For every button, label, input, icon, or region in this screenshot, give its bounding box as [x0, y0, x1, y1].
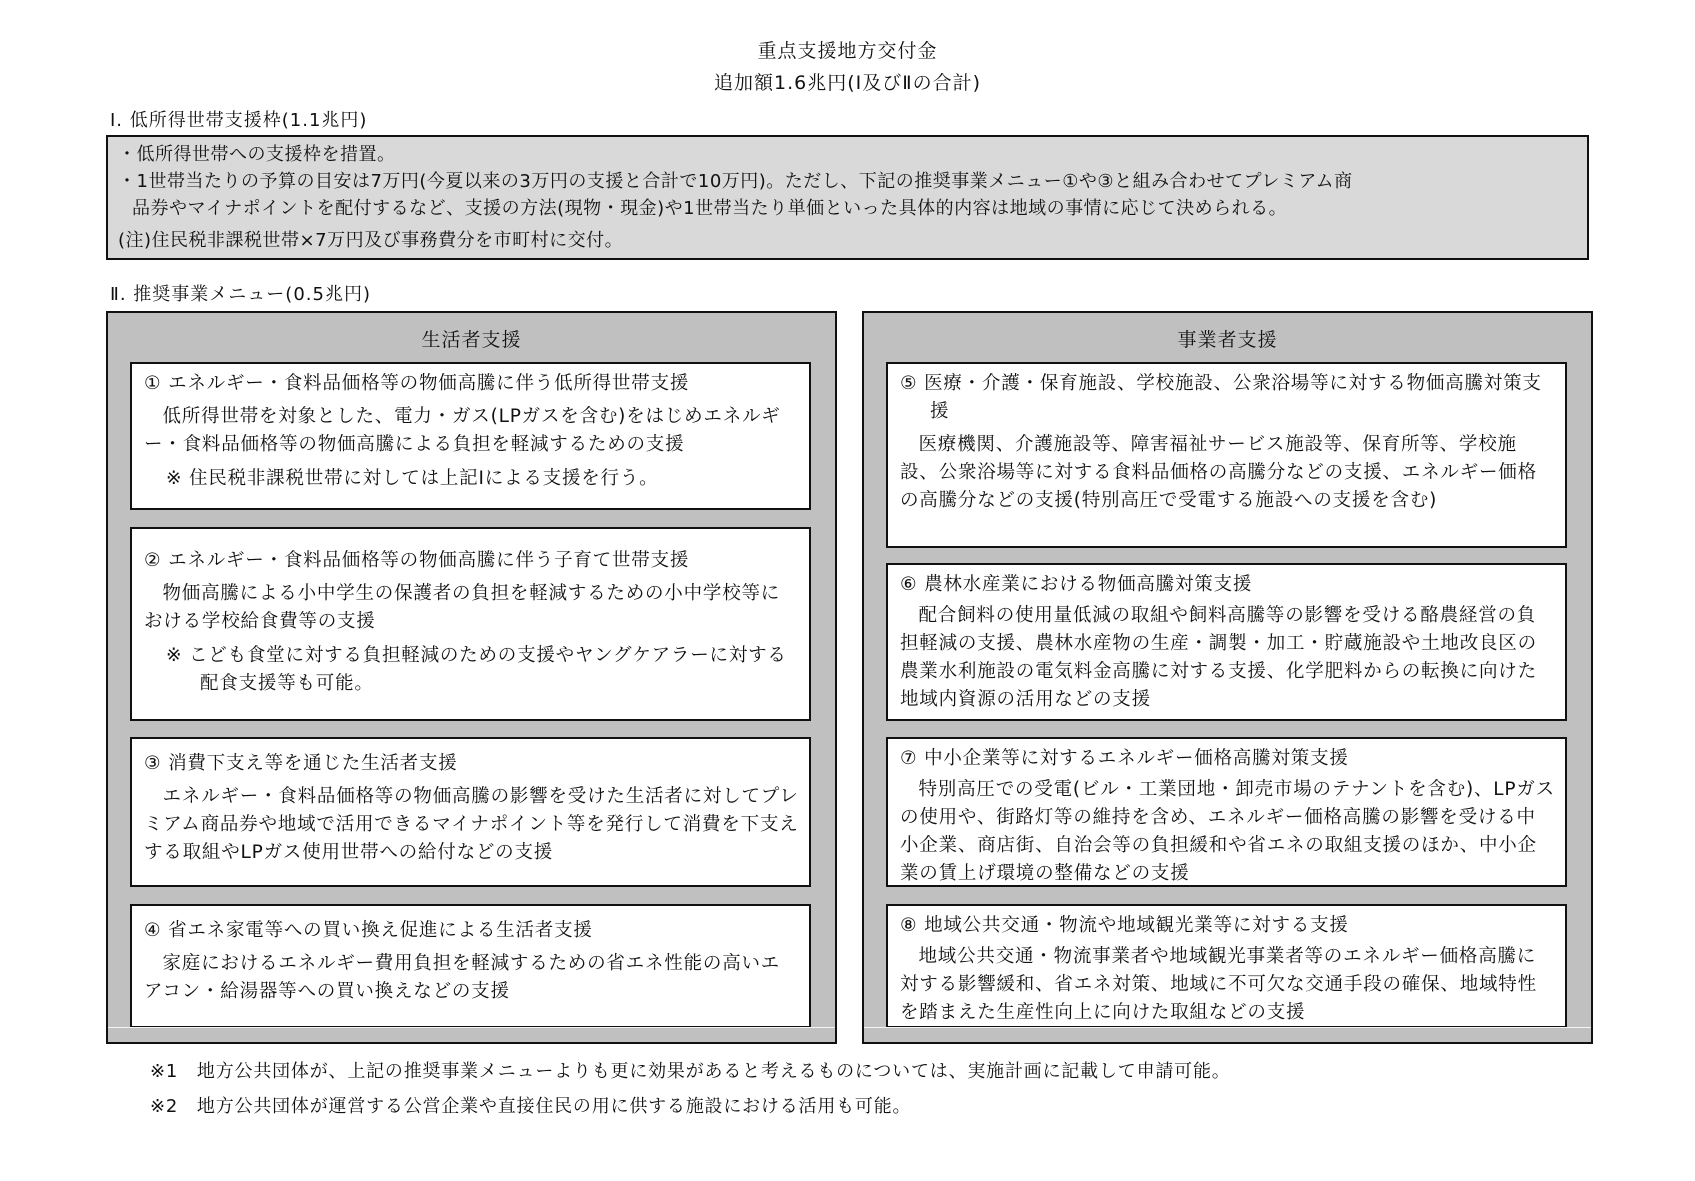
panel-title-business: 事業者支援: [1177, 329, 1278, 351]
menu-item-note: ※ こども食堂に対する負担軽減のための支援やヤングケアラーに対する配食支援等も可能。: [166, 645, 787, 694]
menu-item-5: [886, 362, 1567, 548]
menu-item-1: [130, 362, 811, 510]
section1-heading: Ⅰ. 低所得世帯支援枠(1.1兆円): [110, 110, 368, 131]
menu-item-title: ⑦ 中小企業等に対するエネルギー価格高騰対策支援: [900, 748, 1349, 769]
section1-bullet-1: ・低所得世帯への支援枠を措置。: [118, 144, 396, 165]
footnote-1: ※1 地方公共団体が、上記の推奨事業メニューよりも更に効果があると考えるものについては、実施計画に記載して申請可能。: [150, 1061, 1231, 1082]
menu-item-7: [886, 737, 1567, 887]
panel-consumer-support: [106, 311, 837, 1044]
menu-item-6: [886, 563, 1567, 721]
menu-item-title: ② エネルギー・食料品価格等の物価高騰に伴う子育て世帯支援: [144, 550, 690, 571]
menu-item-body: 配合飼料の使用量低減の取組や飼料高騰等の影響を受ける酪農経営の負担軽減の支援、農林水産物の生産・調製・加工・貯蔵施設や土地改良区の農業水利施設の電気料金高騰に対する支援、化学肥料からの転換に向けた地域内資源の活用などの支援: [900, 605, 1537, 710]
menu-item-2: [130, 527, 811, 721]
section1-bullet-2-cont: 品券やマイナポイントを配付するなど、支援の方法(現物・現金)や1世帯当たり単価といった具体的内容は地域の事情に応じて決められる。: [132, 198, 1288, 219]
menu-item-body: 特別高圧での受電(ビル・工業団地・卸売市場のテナントを含む)、LPガスの使用や、街路灯等の維持を含め、エネルギー価格高騰の影響を受ける中小企業、商店街、自治会等の負担緩和や省エネの取組支援のほか、中小企業の賃上げ環境の整備などの支援: [900, 779, 1555, 884]
menu-item-body: 医療機関、介護施設等、障害福祉サービス施設等、保育所等、学校施設、公衆浴場等に対する食料品価格の高騰分などの支援、エネルギー価格の高騰分などの支援(特別高圧で受電する施設への支援を含む): [900, 434, 1537, 511]
menu-item-8: [886, 904, 1567, 1028]
menu-item-title: ④ 省エネ家電等への買い換え促進による生活者支援: [144, 920, 593, 941]
menu-item-body: 地域公共交通・物流事業者や地域観光事業者等のエネルギー価格高騰に対する影響緩和、省エネ対策、地域に不可欠な交通手段の確保、地域特性を踏まえた生産性向上に向けた取組などの支援: [900, 946, 1537, 1023]
panel-business-support: [862, 311, 1593, 1044]
menu-item-title: ⑥ 農林水産業における物価高騰対策支援: [900, 574, 1253, 595]
section1-bullet-2: ・1世帯当たりの予算の目安は7万円(今夏以来の3万円の支援と合計で10万円)。ただし、下記の推奨事業メニュー①や③と組み合わせてプレミアム商: [118, 171, 1353, 192]
menu-item-body: エネルギー・食料品価格等の物価高騰の影響を受けた生活者に対してプレミアム商品券や地域で活用できるマイナポイント等を発行して消費を下支えする取組やLPガス使用世帯への給付などの支援: [144, 786, 799, 863]
menu-item-4: [130, 904, 811, 1028]
panel-title-consumer: 生活者支援: [421, 329, 522, 351]
section1-box: [106, 135, 1589, 260]
footnote-2: ※2 地方公共団体が運営する公営企業や直接住民の用に供する施設における活用も可能。: [150, 1096, 912, 1117]
menu-item-3: [130, 737, 811, 887]
menu-item-title: ① エネルギー・食料品価格等の物価高騰に伴う低所得世帯支援: [144, 373, 690, 394]
panel-divider-line: [864, 1027, 1591, 1028]
menu-item-body: 家庭におけるエネルギー費用負担を軽減するための省エネ性能の高いエアコン・給湯器等への買い換えなどの支援: [144, 953, 781, 1002]
menu-item-note: ※ 住民税非課税世帯に対しては上記Ⅰによる支援を行う。: [166, 468, 659, 489]
section2-heading: Ⅱ. 推奨事業メニュー(0.5兆円): [110, 284, 371, 305]
menu-item-title: ③ 消費下支え等を通じた生活者支援: [144, 753, 458, 774]
menu-item-title: ⑤ 医療・介護・保育施設、学校施設、公衆浴場等に対する物価高騰対策支援: [900, 373, 1542, 422]
document-title: 重点支援地方交付金: [757, 40, 938, 62]
menu-item-body: 物価高騰による小中学生の保護者の負担を軽減するための小中学校等における学校給食費等の支援: [144, 583, 781, 632]
panel-divider-line: [108, 1027, 835, 1028]
document-subtitle: 追加額1.6兆円(Ⅰ及びⅡの合計): [714, 72, 981, 94]
menu-item-body: 低所得世帯を対象とした、電力・ガス(LPガスを含む)をはじめエネルギー・食料品価格等の物価高騰による負担を軽減するための支援: [144, 406, 781, 455]
section1-note: (注)住民税非課税世帯×7万円及び事務費分を市町村に交付。: [118, 230, 624, 251]
menu-item-title: ⑧ 地域公共交通・物流や地域観光業等に対する支援: [900, 915, 1349, 936]
